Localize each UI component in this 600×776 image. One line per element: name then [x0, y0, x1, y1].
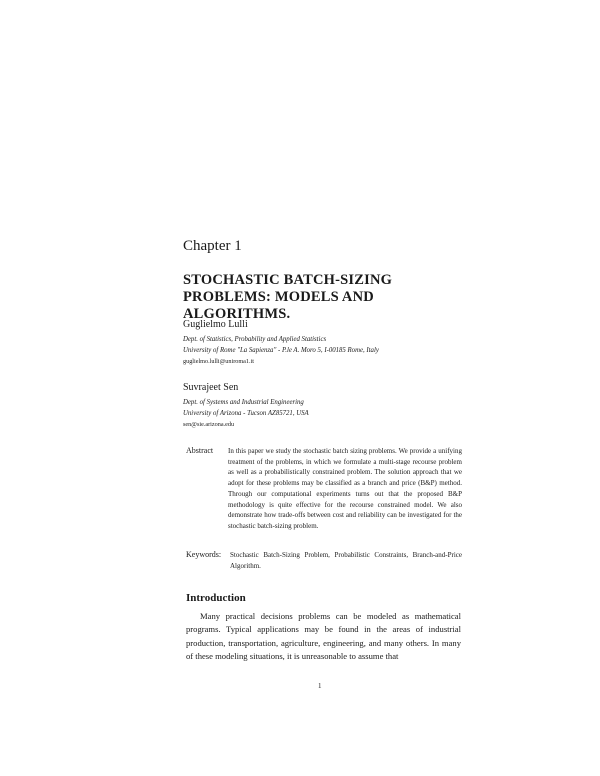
keywords-label: Keywords:: [186, 550, 222, 559]
author-name: Suvrajeet Sen: [183, 382, 239, 393]
author-block: [183, 319, 379, 365]
author-department: Dept. of Statistics, Probability and Applied Statistics: [183, 336, 327, 343]
paper-title: STOCHASTIC BATCH-SIZING PROBLEMS: MODELS AND ALGORITHMS.: [183, 272, 393, 322]
author-department: Dept. of Systems and Industrial Engineering: [183, 399, 304, 406]
section-body: Many practical decisions problems can be modeled as mathematical programs. Typical applications may be found in the areas of industrial production, transportation, agriculture, engineering, and many others. In many of these modeling situations, it is unreasonable to assume that: [186, 611, 461, 661]
author-email: sen@sie.arizona.edu: [183, 421, 235, 428]
author-block: [183, 382, 309, 428]
abstract-label: Abstract: [186, 446, 214, 455]
author-university: University of Rome "La Sapienza" - P.le A. Moro 5, I-00185 Rome, Italy: [183, 347, 379, 354]
chapter-label: Chapter 1: [183, 238, 242, 254]
author-name: Guglielmo Lulli: [183, 319, 248, 330]
section-heading: Introduction: [186, 592, 246, 604]
abstract-text: In this paper we study the stochastic batch sizing problems. We provide a unifying treatment of the problems, in which we formulate a multi-stage recourse problem as well as a probabilistically constrained problem. The solution approach that we adopt for these problems may be classified as a branch and price (B&P) method. Through our computational experiments turns out that the proposed B&P methodology is quite effective for the recourse constrained model. We also demonstrate how trade-offs between cost and reliability can be investigated for the stochastic batch-sizing problem.: [228, 447, 462, 530]
page-number: 1: [318, 682, 322, 690]
keywords-text: Stochastic Batch-Sizing Problem, Probabilistic Constraints, Branch-and-Price Algorithm.: [230, 551, 462, 570]
author-email: guglielmo.lulli@uniroma1.it: [183, 358, 255, 365]
author-university: University of Arizona - Tucson AZ85721, USA: [183, 410, 309, 417]
